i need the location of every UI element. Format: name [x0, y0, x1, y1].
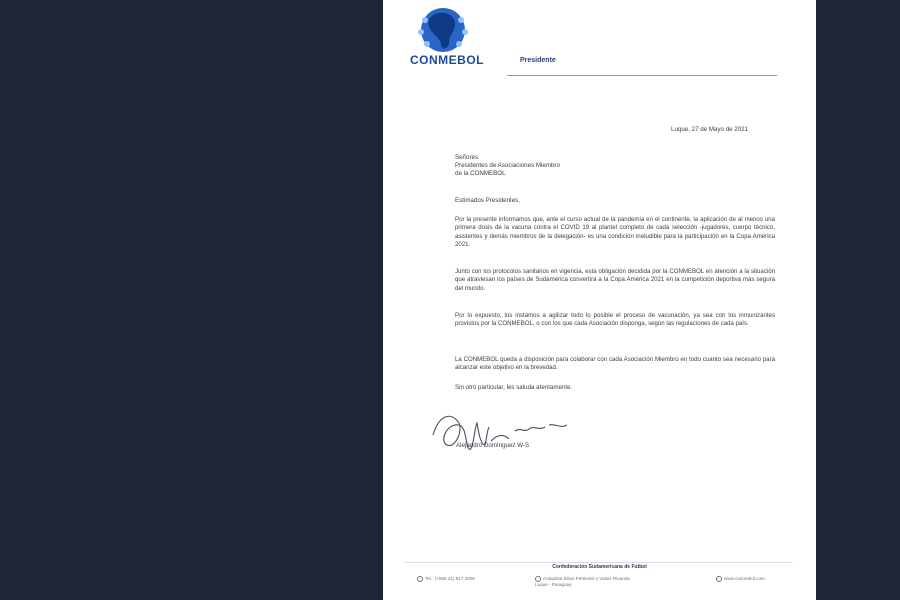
address-line-1: Autopista Silvio Pettirossi y Valois Rivarola [543, 576, 630, 582]
paragraph: La CONMEBOL queda a disposición para colaborar con cada Asociación Miembro en todo cuanto sea necesario para alcanzar este objetivo en la brevedad. [455, 356, 775, 372]
paragraph: Junto con los protocolos sanitarios en vigencia, esta obligación decidida por la CONMEBOL en atención a la situación que atraviesan los países de Sudamérica convertirá a la Copa América 2021 en la competición deportiva más segura del mundo. [455, 268, 775, 292]
conmebol-logo [405, 6, 481, 82]
handwritten-signature [429, 405, 589, 460]
globe-icon [716, 576, 722, 582]
footer-website [716, 576, 765, 582]
address-line-2: Luque - Paraguay [535, 582, 572, 588]
footer-phone [417, 576, 475, 582]
recipient-address [455, 154, 560, 179]
brand-name: CONMEBOL [410, 53, 484, 67]
address-line: de la CONMEBOL [455, 170, 506, 178]
address-line: Presidentes de Asociaciones Miembro [455, 162, 560, 170]
phone-text: Tel.: (+595 21) 517 2000 [425, 576, 475, 582]
location-pin-icon [535, 576, 541, 582]
footer-divider [405, 562, 793, 563]
signer-name: Alejandro Domínguez W-S [456, 442, 530, 449]
closing-line: Sin otro particular, les saluda atentamente. [455, 384, 573, 391]
footer-organization: Confederación Sudamericana de Fútbol [552, 564, 647, 570]
paragraph: Por la presente informamos que, ante el curso actual de la pandemia en el continente, la aplicación de al menos una primera dosis de la vacuna contra el COVID 19 al plantel completo de cada selección -jugadores, cuerpo técnico, asistentes y demás miembros de la delegación- es una condición ineludible para la participación en la Copa América 2021. [455, 216, 775, 249]
greeting: Estimados Presidentes, [455, 197, 520, 204]
footer-address [535, 576, 645, 588]
paragraph: Por lo expuesto, los instamos a agilizar todo lo posible el proceso de vacunación, ya sea con los inmunizantes provistos por la CONMEBOL, o con los que cada Asociación disponga, según las regulaciones de cada país. [455, 312, 775, 328]
letter-page [383, 0, 816, 600]
phone-icon [417, 576, 423, 582]
header-title: Presidente [520, 57, 556, 64]
header-divider [507, 75, 777, 76]
letter-date: Luque, 27 de Mayo de 2021 [671, 126, 749, 133]
website-text: www.conmebol.com [724, 576, 765, 582]
address-line: Señores [455, 154, 479, 161]
